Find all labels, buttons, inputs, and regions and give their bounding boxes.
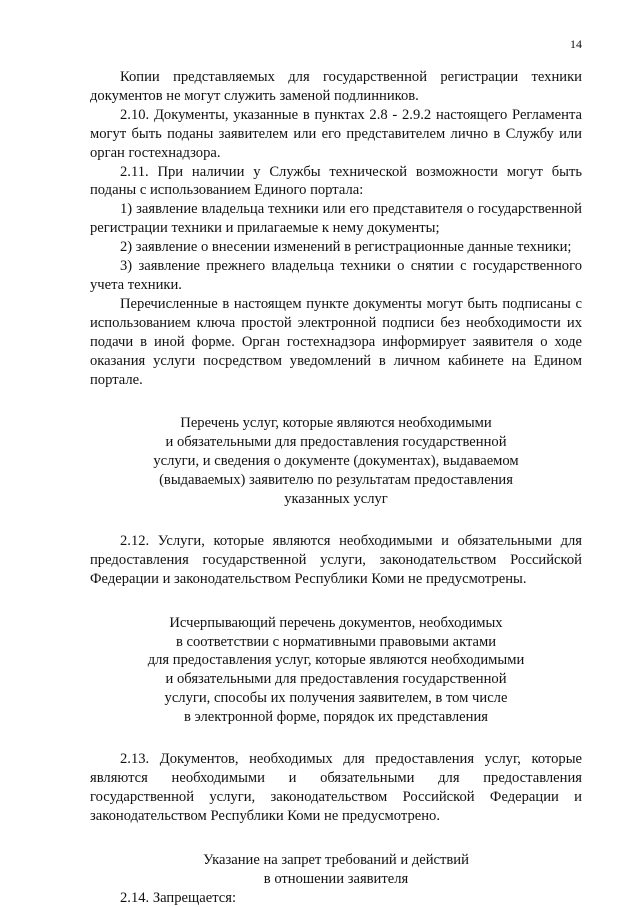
heading-line: в электронной форме, порядок их представления [183,709,488,726]
heading-line: указанных услуг [284,491,388,508]
section-heading-services [90,414,582,509]
heading-line: Перечень услуг, которые являются необходимыми [180,415,492,432]
heading-line: услуги, и сведения о документе (документах), выдаваемом [153,453,519,470]
heading-line: услуги, способы их получения заявителем, в том числе [164,690,508,707]
list-item-3: 3) заявление прежнего владельца техники о снятии с государственного учета техники. [90,258,582,293]
paragraph-2-11: 2.11. При наличии у Службы технической возможности могут быть поданы с использованием Единого портала: [90,163,582,199]
paragraph-2-12: 2.12. Услуги, которые являются необходимыми и обязательными для предоставления государственной услуги, законодательством Российской Федерации и законодательством Республики Коми не предусмотрены. [90,532,582,587]
heading-line: Указание на запрет требований и действий [203,851,469,868]
heading-line: для предоставления услуг, которые являются необходимыми [147,652,525,669]
section-heading-documents [90,614,582,727]
paragraph-2-14: 2.14. Запрещается: [120,889,237,906]
paragraph-2-13: 2.13. Документов, необходимых для предоставления услуг, которые являются необходимыми и обязательными для предоставления государственной услуги, законодательством Российской Федерации и законодательством Республики Коми не предусмотрено. [90,751,582,824]
heading-line: (выдаваемых) заявителю по результатам предоставления [159,472,513,489]
heading-line: и обязательными для предоставления государственной [165,671,507,688]
document-body [90,68,582,907]
heading-line: и обязательными для предоставления государственной [165,434,507,451]
paragraph-copies: Копии представляемых для государственной регистрации техники документов не могут служить заменой подлинников. [90,69,582,104]
list-item-2: 2) заявление о внесении изменений в регистрационные данные техники; [120,239,572,256]
page-number: 14 [570,37,582,51]
paragraph-2-10: 2.10. Документы, указанные в пунктах 2.8 - 2.9.2 настоящего Регламента могут быть поданы заявителем или его представителем лично в Службу или орган гостехнадзора. [90,106,582,161]
section-heading-prohibitions [90,851,582,889]
list-item-1: 1) заявление владельца техники или его представителя о государственной регистрации техники и прилагаемые к нему документы; [90,201,582,237]
heading-line: в соответствии с нормативными правовыми актами [175,633,497,650]
paragraph-signature: Перечисленные в настоящем пункте документы могут быть подписаны с использованием ключа простой электронной подписи без необходимости их подачи в иной форме. Орган гостехнадзора информирует заявителя о ходе оказания услуги посредством уведомлений в личном кабинете на Едином портале. [90,295,582,388]
heading-line: Исчерпывающий перечень документов, необходимых [169,614,503,631]
heading-line: в отношении заявителя [263,870,409,887]
